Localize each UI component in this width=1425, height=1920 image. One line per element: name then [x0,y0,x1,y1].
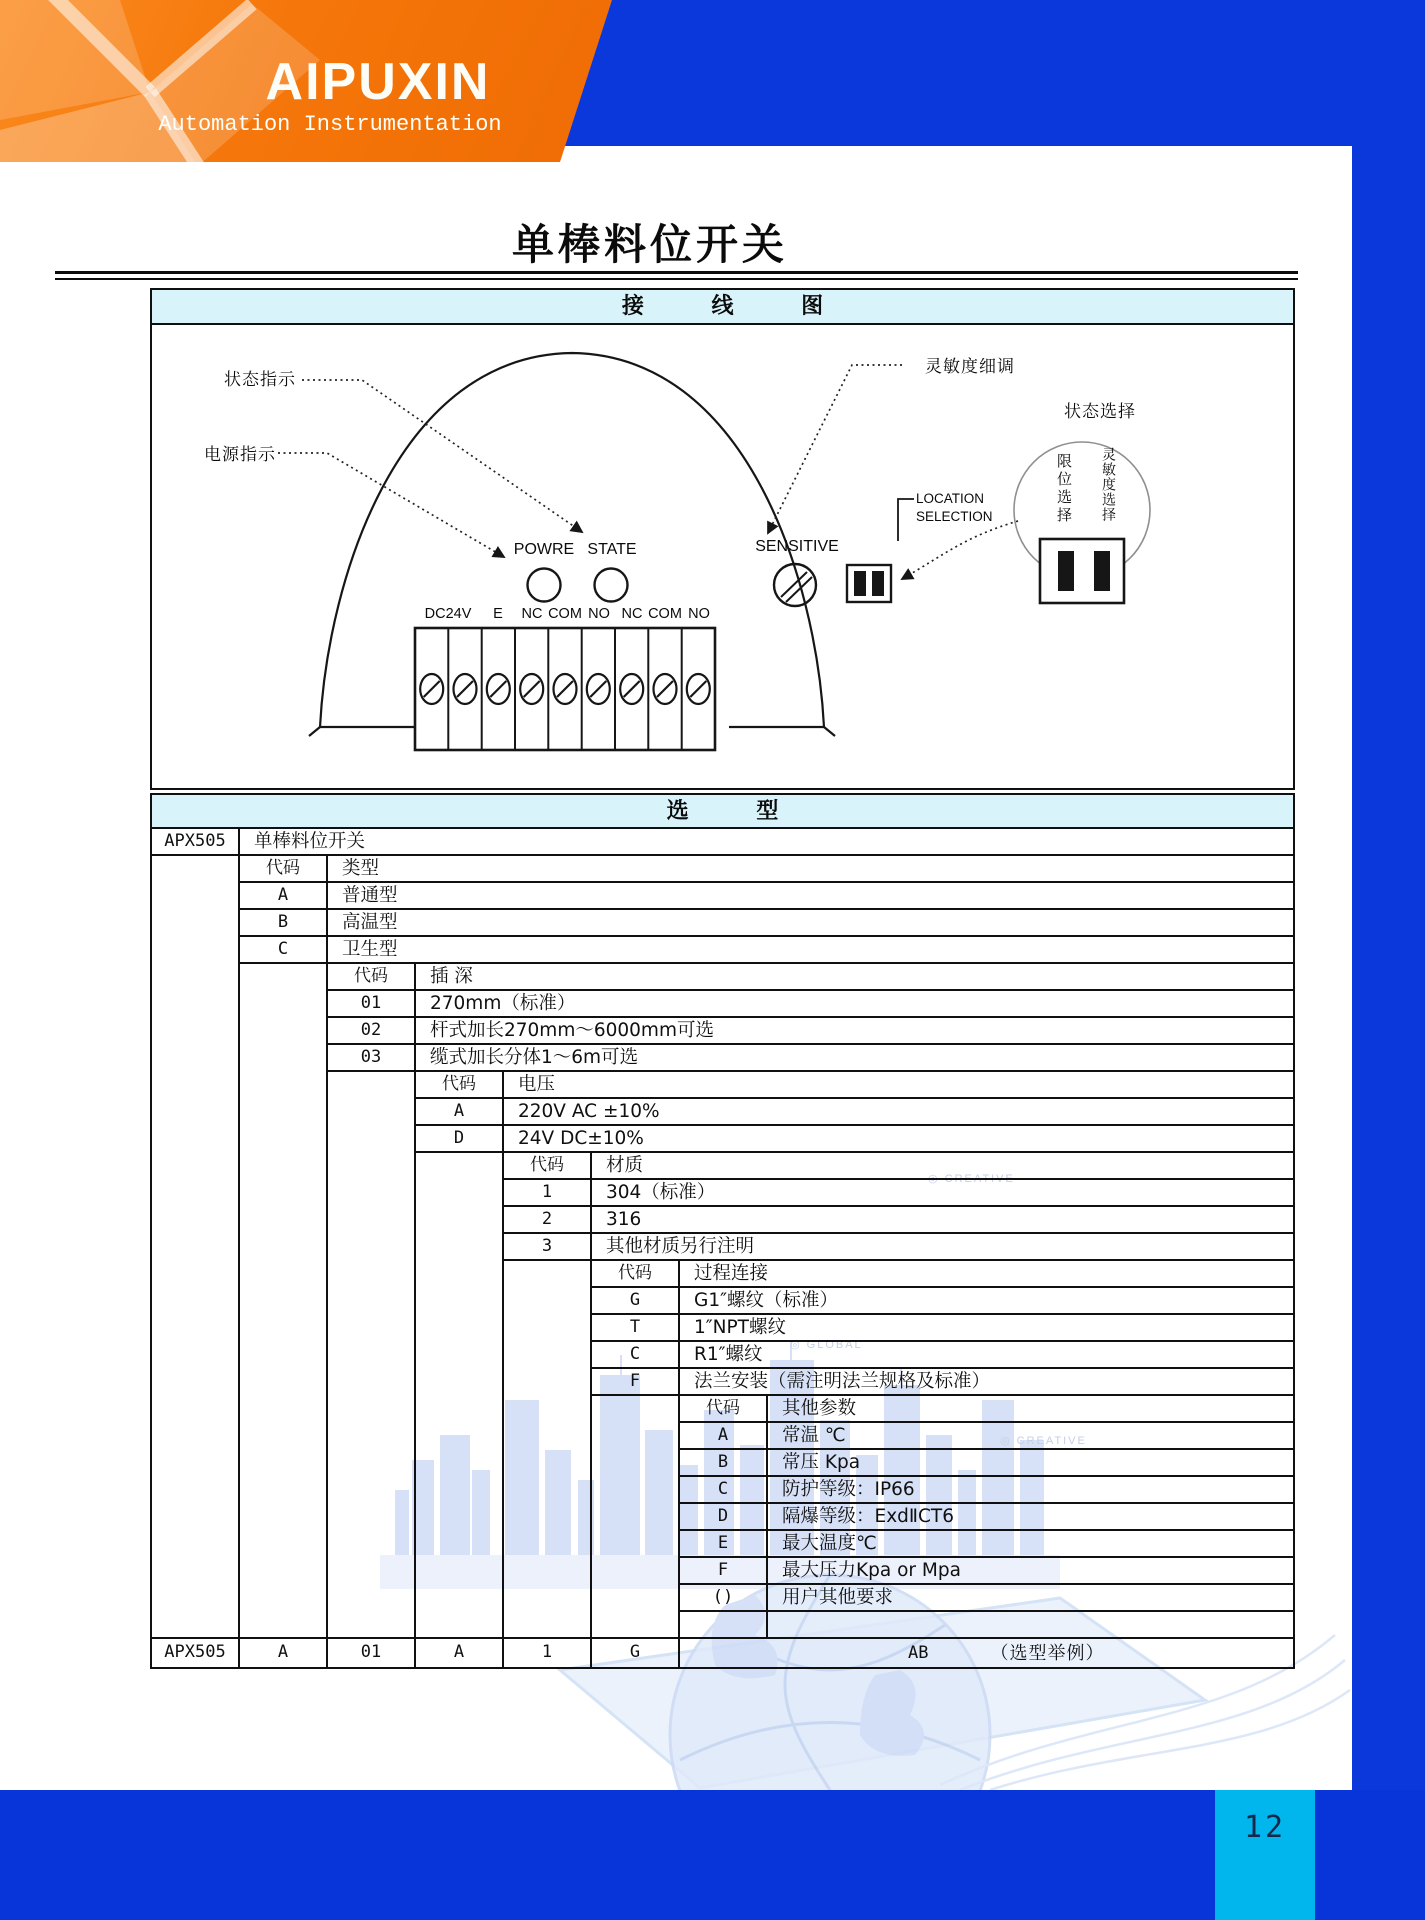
stair-spacer-cell [504,1423,592,1450]
table-row [152,1504,1295,1531]
model-code-cell: G [592,1288,680,1315]
stair-spacer-cell [152,1126,240,1153]
stair-spacer-cell [592,1558,680,1585]
stair-spacer-cell [328,1558,416,1585]
model-desc-cell: 缆式加长分体1～6m可选 [416,1045,1295,1072]
model-code-cell: C [240,937,328,964]
selection-section-header [150,793,1295,829]
stair-spacer-cell [416,1261,504,1288]
example-type-cell: A [240,1639,328,1669]
model-desc-cell: 类型 [328,856,1295,883]
status-indicator-label: 状态指示 [224,370,296,390]
stair-spacer-cell [416,1558,504,1585]
stair-spacer-cell [504,1477,592,1504]
table-row [152,1342,1295,1369]
model-code-cell: 2 [504,1207,592,1234]
stair-spacer-cell [240,964,328,991]
filler-cell [504,1612,592,1637]
stair-spacer-cell [416,1234,504,1261]
stair-spacer-cell [152,1045,240,1072]
stair-spacer-cell [152,937,240,964]
stair-spacer-cell [152,1261,240,1288]
model-desc-cell: 其他参数 [768,1396,1295,1423]
example-material-cell: 1 [504,1639,592,1669]
example-voltage-cell: A [416,1639,504,1669]
table-filler-row [152,1612,1295,1637]
stair-spacer-cell [328,1153,416,1180]
filler-cell [768,1612,1295,1637]
model-desc-cell: 常温 ℃ [768,1423,1295,1450]
right-border-strip [1352,0,1425,1790]
terminal-label: NO [588,606,610,622]
model-desc-cell: G1″螺纹（标准） [680,1288,1295,1315]
callout-arrows [278,365,1018,579]
model-desc-cell: R1″螺纹 [680,1342,1295,1369]
limit-select-label: 限位选择 [1055,453,1073,525]
table-row [152,1153,1295,1180]
sensitivity-select-label: 灵敏度选择 [1100,447,1116,522]
table-row [152,1315,1295,1342]
filler-cell [240,1612,328,1637]
table-row [152,1558,1295,1585]
model-desc-cell: 其他材质另行注明 [592,1234,1295,1261]
stair-spacer-cell [240,991,328,1018]
stair-spacer-cell [416,1153,504,1180]
table-row [152,856,1295,883]
powre-label: POWRE [513,541,575,558]
stair-spacer-cell [240,1018,328,1045]
power-indicator-label: 电源指示 [204,445,276,465]
model-code-cell: B [680,1450,768,1477]
table-row [152,1477,1295,1504]
stair-spacer-cell [240,1315,328,1342]
filler-cell [328,1612,416,1637]
model-code-cell: A [240,883,328,910]
state-select-dip-switch-icon[interactable] [1040,539,1124,603]
stair-spacer-cell [240,1396,328,1423]
stair-spacer-cell [504,1585,592,1612]
model-desc-cell: 隔爆等级：ExdⅡCT6 [768,1504,1295,1531]
stair-spacer-cell [504,1450,592,1477]
stair-spacer-cell [592,1504,680,1531]
stair-spacer-cell [328,1450,416,1477]
example-connection-cell: G [592,1639,680,1669]
model-desc-cell: 插 深 [416,964,1295,991]
stair-spacer-cell [328,1180,416,1207]
state-label: STATE [587,541,637,558]
model-desc-cell: 220V AC ±10% [504,1099,1295,1126]
model-desc-cell: 高温型 [328,910,1295,937]
terminal-label: COM [548,606,582,622]
stair-spacer-cell [328,1423,416,1450]
model-selection-table [150,829,1295,1669]
stair-spacer-cell [152,1477,240,1504]
model-desc-cell: 普通型 [328,883,1295,910]
wiring-section-title: 接 线 图 [621,294,854,319]
stair-spacer-cell [240,1342,328,1369]
stair-spacer-cell [152,1423,240,1450]
stair-spacer-cell [416,1585,504,1612]
terminal-label: NC [621,606,643,622]
model-code-cell: 03 [328,1045,416,1072]
model-desc-cell: 最大压力Kpa or Mpa [768,1558,1295,1585]
brand-subtitle: Automation Instrumentation [158,112,502,137]
stair-spacer-cell [152,991,240,1018]
stair-spacer-cell [240,1153,328,1180]
model-desc-cell: 用户其他要求 [768,1585,1295,1612]
model-code-cell: D [416,1126,504,1153]
stair-spacer-cell [328,1315,416,1342]
stair-spacer-cell [504,1504,592,1531]
stair-spacer-cell [328,1207,416,1234]
terminal-label: DC24V [424,606,472,622]
terminal-label: NC [521,606,543,622]
table-row [152,1450,1295,1477]
page-number-badge [1215,1790,1315,1920]
table-row [152,1018,1295,1045]
watermark-text: ◎ CREATIVE [1000,1435,1087,1447]
stair-spacer-cell [592,1531,680,1558]
filler-cell [416,1612,504,1637]
stair-spacer-cell [416,1342,504,1369]
table-row [152,1234,1295,1261]
stair-spacer-cell [416,1504,504,1531]
state-led-circle [595,569,628,602]
stair-spacer-cell [416,1531,504,1558]
stair-spacer-cell [240,1477,328,1504]
page-title: 单棒料位开关 [511,220,788,269]
filler-cell [680,1612,768,1637]
model-desc-cell: 杆式加长270mm～6000mm可选 [416,1018,1295,1045]
table-row [152,1585,1295,1612]
model-code-cell: () [680,1585,768,1612]
stair-spacer-cell [152,1342,240,1369]
stair-spacer-cell [152,1288,240,1315]
filler-cell [592,1612,680,1637]
filler-cell [152,1612,240,1637]
stair-spacer-cell [328,1288,416,1315]
model-code-cell: APX505 [152,829,240,856]
stair-spacer-cell [328,1126,416,1153]
stair-spacer-cell [328,1072,416,1099]
table-row [152,1045,1295,1072]
model-desc-cell: 电压 [504,1072,1295,1099]
stair-spacer-cell [152,1018,240,1045]
stair-spacer-cell [152,1369,240,1396]
model-code-cell: 02 [328,1018,416,1045]
stair-spacer-cell [328,1369,416,1396]
model-code-cell: 代码 [416,1072,504,1099]
watermark-text: ◎ CREATIVE [928,1173,1015,1185]
stair-spacer-cell [416,1207,504,1234]
example-result-cell [680,1639,1295,1669]
model-desc-cell: 卫生型 [328,937,1295,964]
stair-spacer-cell [240,1180,328,1207]
stair-spacer-cell [152,1207,240,1234]
selection-label: SELECTION [916,509,993,524]
stair-spacer-cell [152,964,240,991]
table-row [152,829,1295,856]
model-code-cell: A [680,1423,768,1450]
stair-spacer-cell [152,1072,240,1099]
table-row [152,1180,1295,1207]
model-code-cell: 代码 [328,964,416,991]
stair-spacer-cell [152,1315,240,1342]
stair-spacer-cell [328,1504,416,1531]
model-selection-rows [152,829,1295,1612]
stair-spacer-cell [240,1288,328,1315]
stair-spacer-cell [240,1207,328,1234]
header-blue-band [500,0,1425,146]
footer-band [0,1790,1425,1920]
watermark-text: ◎ GLOBAL [790,1339,863,1351]
table-row [152,1531,1295,1558]
stair-spacer-cell [240,1072,328,1099]
stair-spacer-cell [240,1558,328,1585]
stair-spacer-cell [152,1180,240,1207]
model-code-cell: 代码 [504,1153,592,1180]
stair-spacer-cell [240,1369,328,1396]
model-desc-cell: 最大温度℃ [768,1531,1295,1558]
location-label: LOCATION [916,491,985,506]
stair-spacer-cell [152,1531,240,1558]
table-row [152,1261,1295,1288]
stair-spacer-cell [328,1585,416,1612]
stair-spacer-cell [240,1585,328,1612]
stair-spacer-cell [152,1099,240,1126]
stair-spacer-cell [504,1342,592,1369]
title-rule-bottom [55,278,1298,280]
stair-spacer-cell [592,1585,680,1612]
table-row [152,1288,1295,1315]
table-row [152,1369,1295,1396]
model-desc-cell: 1″NPT螺纹 [680,1315,1295,1342]
sensitivity-trim-label: 灵敏度细调 [925,357,1015,377]
stair-spacer-cell [152,1450,240,1477]
model-desc-cell: 常压 Kpa [768,1450,1295,1477]
stair-spacer-cell [152,1558,240,1585]
selection-section-title: 选 型 [666,799,809,824]
model-code-cell: 代码 [680,1396,768,1423]
sensitive-label: SENSITIVE [755,538,839,555]
stair-spacer-cell [152,856,240,883]
model-code-cell: F [680,1558,768,1585]
example-row [152,1637,1295,1669]
example-depth-cell: 01 [328,1639,416,1669]
terminal-label: NO [688,606,710,622]
model-code-cell: B [240,910,328,937]
model-desc-cell: 材质 [592,1153,1295,1180]
wiring-diagram [150,325,1295,790]
stair-spacer-cell [240,1126,328,1153]
stair-spacer-cell [152,883,240,910]
model-code-cell: 代码 [240,856,328,883]
stair-spacer-cell [592,1396,680,1423]
stair-spacer-cell [504,1396,592,1423]
table-row [152,1126,1295,1153]
stair-spacer-cell [416,1180,504,1207]
stair-spacer-cell [416,1369,504,1396]
state-select-label: 状态选择 [1064,402,1136,422]
wiring-diagram-drawing [152,325,1293,786]
stair-spacer-cell [240,1450,328,1477]
model-code-cell: F [592,1369,680,1396]
brand-name: AIPUXIN [265,53,491,111]
location-dip-switch-icon[interactable] [847,565,891,602]
model-code-cell: 01 [328,991,416,1018]
stair-spacer-cell [152,1153,240,1180]
table-row [152,1396,1295,1423]
stair-spacer-cell [504,1558,592,1585]
table-row [152,1099,1295,1126]
stair-spacer-cell [504,1288,592,1315]
stair-spacer-cell [328,1099,416,1126]
model-desc-cell: 法兰安装（需注明法兰规格及标准） [680,1369,1295,1396]
stair-spacer-cell [240,1504,328,1531]
stair-spacer-cell [416,1288,504,1315]
model-code-cell: E [680,1531,768,1558]
stair-spacer-cell [328,1261,416,1288]
model-desc-cell: 单棒料位开关 [240,829,1295,856]
stair-spacer-cell [240,1099,328,1126]
title-rule-top [55,271,1298,274]
model-desc-cell: 防护等级：IP66 [768,1477,1295,1504]
stair-spacer-cell [152,1234,240,1261]
stair-spacer-cell [592,1423,680,1450]
model-code-cell: D [680,1504,768,1531]
model-code-cell: 3 [504,1234,592,1261]
stair-spacer-cell [504,1531,592,1558]
model-desc-cell: 270mm（标准） [416,991,1295,1018]
model-desc-cell: 304（标准） [592,1180,1295,1207]
stair-spacer-cell [416,1423,504,1450]
stair-spacer-cell [240,1045,328,1072]
model-code-cell: T [592,1315,680,1342]
model-code-cell: 代码 [592,1261,680,1288]
table-row [152,1423,1295,1450]
stair-spacer-cell [416,1315,504,1342]
table-row [152,883,1295,910]
stair-spacer-cell [504,1261,592,1288]
stair-spacer-cell [328,1234,416,1261]
example-model-cell: APX505 [152,1639,240,1669]
stair-spacer-cell [152,1585,240,1612]
stair-spacer-cell [504,1369,592,1396]
terminal-label: E [493,606,503,622]
table-row [152,1072,1295,1099]
model-desc-cell: 316 [592,1207,1295,1234]
model-code-cell: A [416,1099,504,1126]
stair-spacer-cell [416,1477,504,1504]
model-desc-cell: 过程连接 [680,1261,1295,1288]
stair-spacer-cell [240,1423,328,1450]
power-led-circle [528,569,561,602]
stair-spacer-cell [416,1450,504,1477]
model-desc-cell: 24V DC±10% [504,1126,1295,1153]
model-code-cell: C [592,1342,680,1369]
stair-spacer-cell [328,1531,416,1558]
stair-spacer-cell [152,1504,240,1531]
stair-spacer-cell [240,1234,328,1261]
stair-spacer-cell [504,1315,592,1342]
stair-spacer-cell [592,1450,680,1477]
stair-spacer-cell [328,1477,416,1504]
stair-spacer-cell [592,1477,680,1504]
terminal-strip [415,628,715,750]
page-number: 12 [1243,1810,1287,1845]
stair-spacer-cell [328,1396,416,1423]
table-row [152,1207,1295,1234]
model-code-cell: C [680,1477,768,1504]
stair-spacer-cell [152,1396,240,1423]
model-code-cell: 1 [504,1180,592,1207]
stair-spacer-cell [328,1342,416,1369]
example-note: （选型举例） [990,1642,1105,1664]
stair-spacer-cell [152,910,240,937]
table-row [152,910,1295,937]
table-row [152,937,1295,964]
stair-spacer-cell [240,1261,328,1288]
stair-spacer-cell [240,1531,328,1558]
example-result-code: AB [908,1642,929,1663]
terminal-label: COM [648,606,682,622]
table-row [152,991,1295,1018]
table-row [152,964,1295,991]
wiring-section-header [150,288,1295,325]
stair-spacer-cell [416,1396,504,1423]
location-label-bracket [898,499,914,541]
